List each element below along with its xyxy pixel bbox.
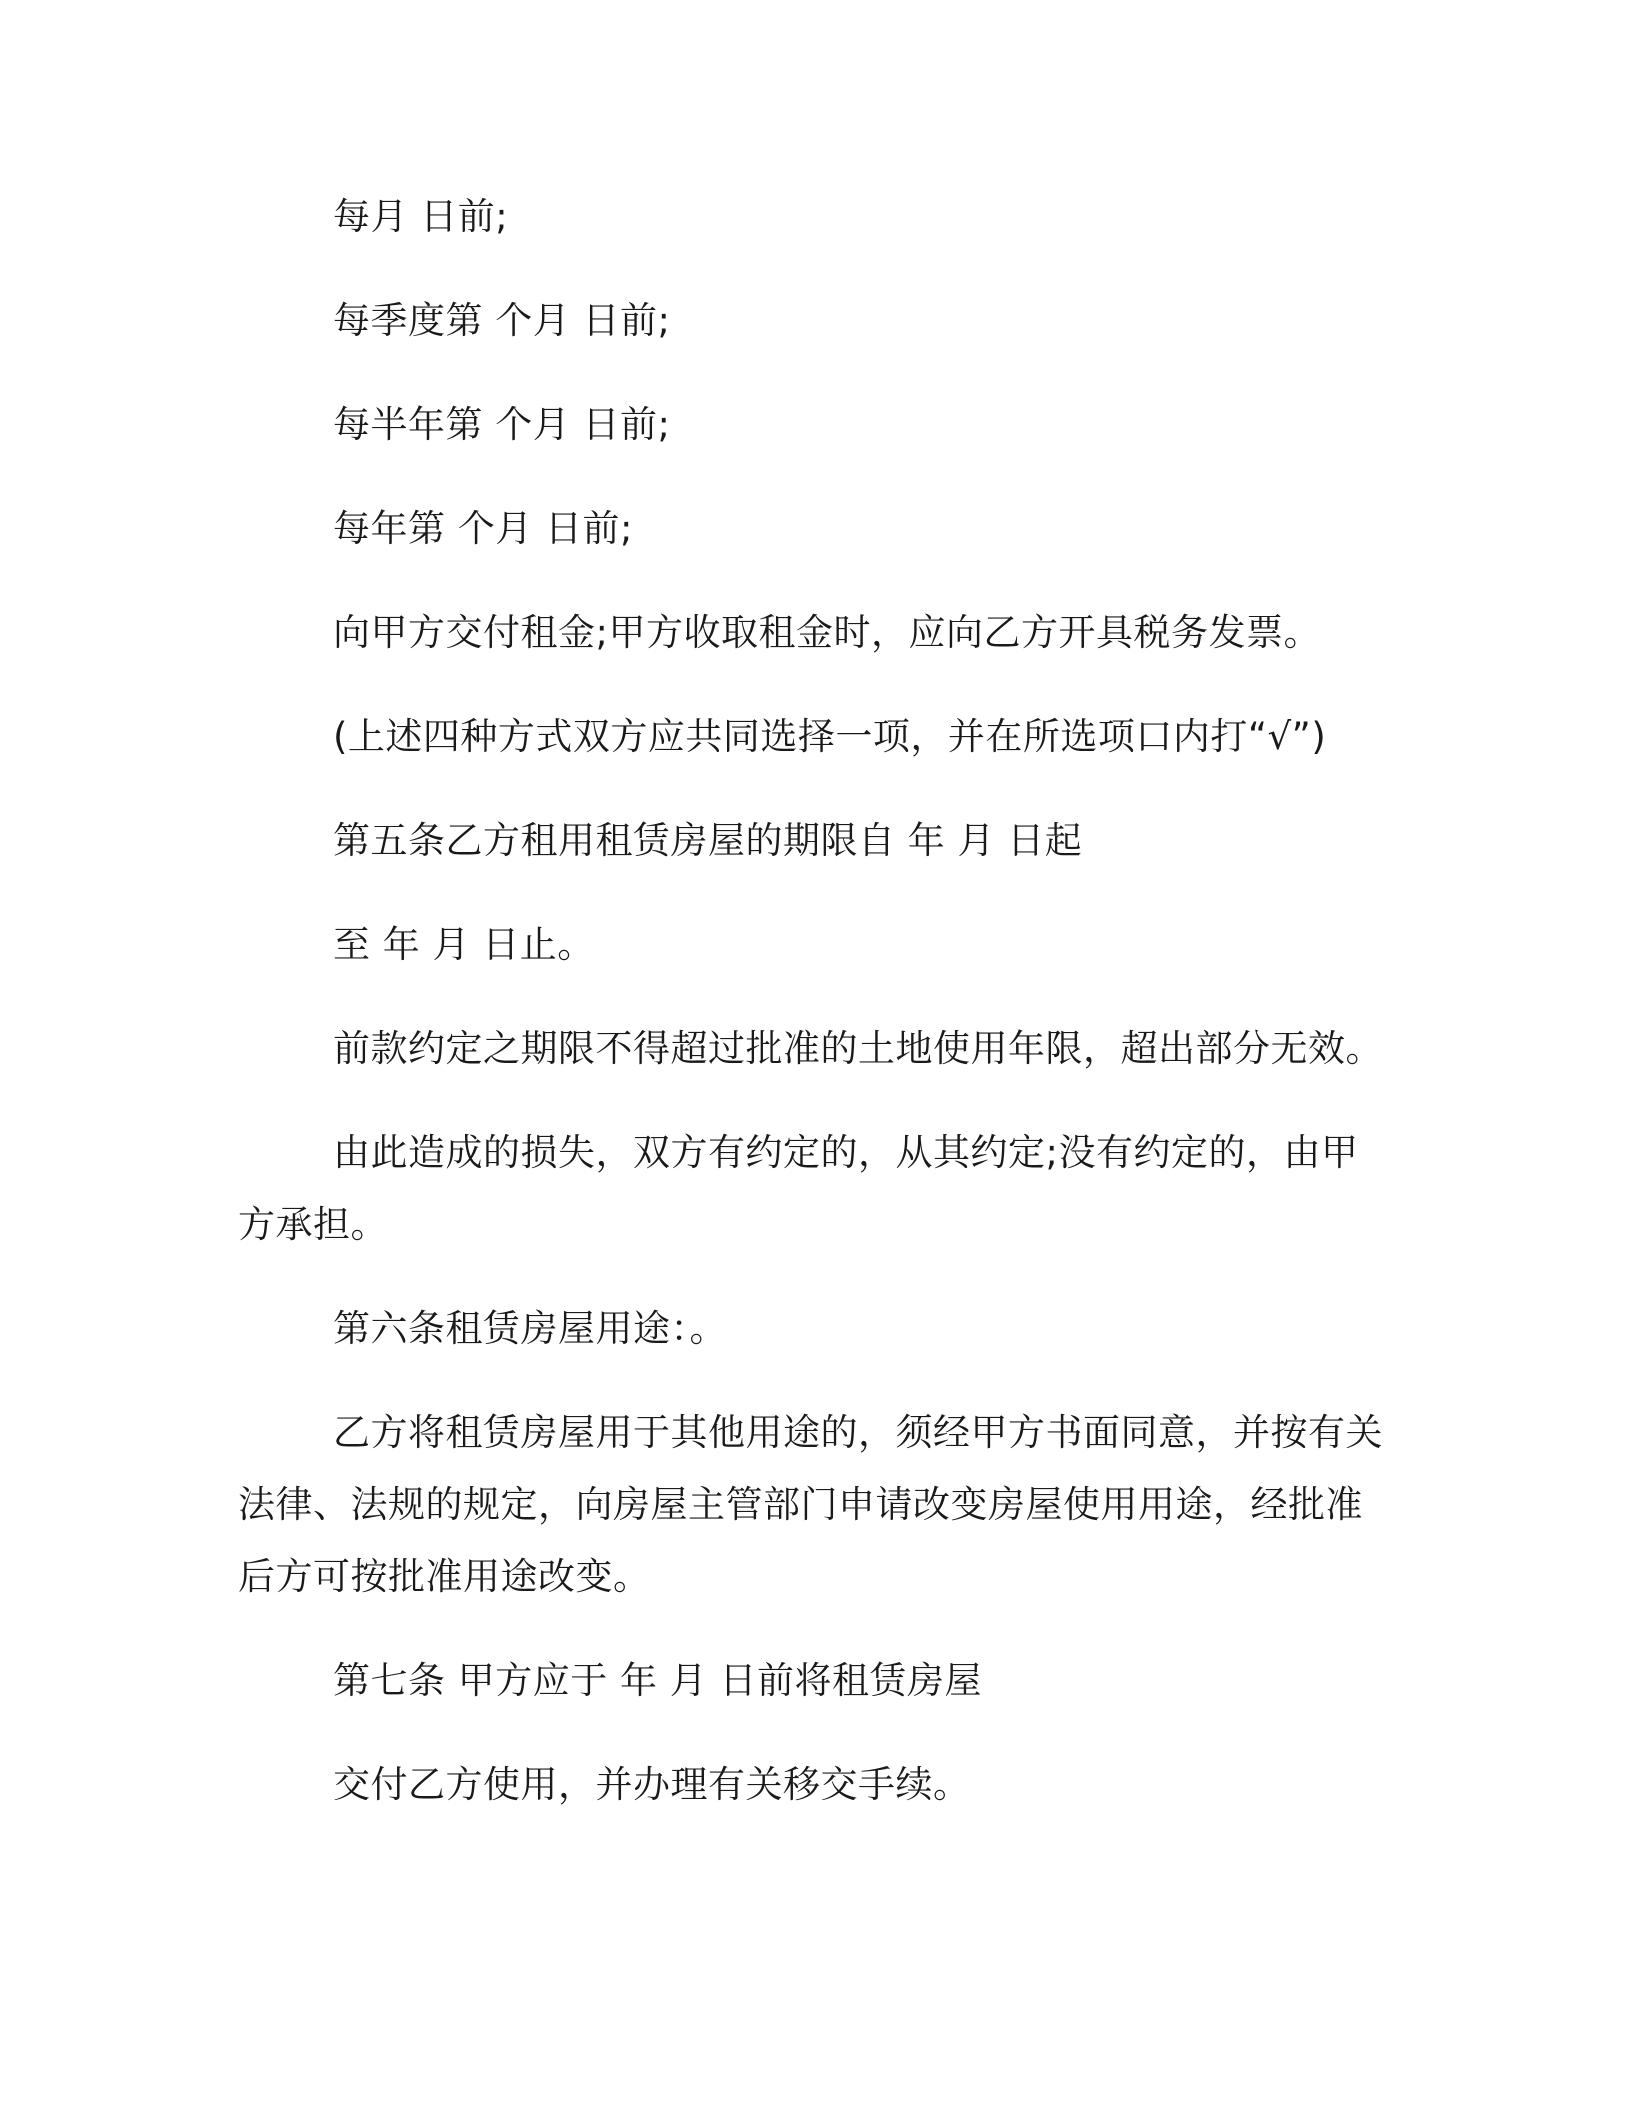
- payment-option-semiannual: 每半年第 个月 日前;: [333, 403, 671, 446]
- usage-change-clause-line1: 乙方将租赁房屋用于其他用途的，须经甲方书面同意，并按有关: [333, 1411, 1383, 1454]
- article-seven-heading: 第七条 甲方应于 年 月 日前将租赁房屋: [333, 1659, 983, 1702]
- loss-liability-clause-line1: 由此造成的损失，双方有约定的，从其约定;没有约定的，由甲: [333, 1131, 1359, 1174]
- handover-clause: 交付乙方使用，并办理有关移交手续。: [333, 1763, 971, 1806]
- usage-change-clause-line3: 后方可按批准用途改变。: [238, 1555, 651, 1598]
- article-five-heading: 第五条乙方租用租赁房屋的期限自 年 月 日起: [333, 819, 1083, 862]
- article-six-heading: 第六条租赁房屋用途：。: [333, 1307, 727, 1350]
- payment-option-annual: 每年第 个月 日前;: [333, 507, 633, 550]
- lease-end-date: 至 年 月 日止。: [333, 923, 595, 966]
- rent-payment-clause: 向甲方交付租金;甲方收取租金时，应向乙方开具税务发票。: [333, 611, 1321, 654]
- term-limit-clause: 前款约定之期限不得超过批准的土地使用年限，超出部分无效。: [333, 1027, 1383, 1070]
- usage-change-clause-line2: 法律、法规的规定，向房屋主管部门申请改变房屋使用用途，经批准: [238, 1483, 1363, 1526]
- payment-option-monthly: 每月 日前;: [333, 195, 509, 238]
- selection-note: (上述四种方式双方应共同选择一项，并在所选项口内打“√”): [333, 715, 1327, 758]
- payment-option-quarterly: 每季度第 个月 日前;: [333, 299, 671, 342]
- loss-liability-clause-line2: 方承担。: [238, 1203, 388, 1246]
